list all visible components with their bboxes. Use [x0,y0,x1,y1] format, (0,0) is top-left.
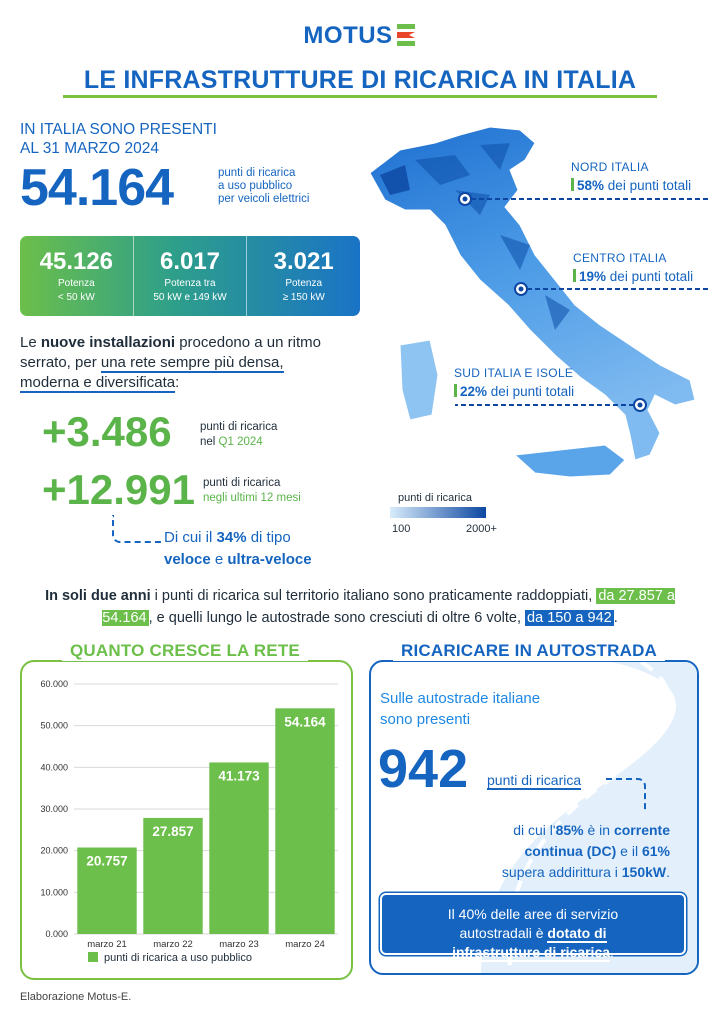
box-end: . [610,944,614,960]
sicily [515,445,625,477]
autostrada-value: 942 [378,739,469,799]
y-tick-label: 10.000 [40,887,68,898]
service-areas-box [380,893,686,960]
autostrada-intro-1: Sulle autostrade italiane [380,690,541,707]
power-stat-range: < 50 kW [57,292,95,303]
total-desc-3: per veicoli elettrici [218,193,310,205]
power-stat-value: 45.126 [39,248,114,275]
region-share [454,384,574,399]
box-line-2: autostradali è [459,925,548,941]
region-share-text: dei punti totali [609,269,694,284]
region-name: CENTRO ITALIA [573,251,667,265]
total-desc-1: punti di ricarica [218,167,296,179]
summary-sentence [20,585,700,629]
ad-pct-dc: 85% [555,822,584,838]
bar-value-label: 20.757 [86,853,128,869]
box-line-1: Il 40% delle aree di servizio [447,906,619,922]
fast-c: di tipo [246,529,291,546]
y-tick-label: 20.000 [40,845,68,856]
growth-year-period: negli ultimi 12 mesi [203,492,301,504]
growth-bar-chart [28,672,346,950]
power-stat-value: 6.017 [159,248,221,275]
intro-line-2: AL 31 MARZO 2024 [20,140,159,157]
ad-9: 150kW [621,864,667,880]
power-stat-low [20,236,134,316]
region-pct: 19% [579,269,607,284]
growth-q1-desc-2 [200,435,277,450]
para-part: Le [20,334,41,351]
map-legend-title: punti di ricarica [398,492,472,504]
autostrada-intro [380,688,540,730]
fast-veloce: veloce [164,551,211,568]
installations-paragraph [20,333,330,393]
fast-ultra: ultra-veloce [227,551,312,568]
para-bold: nuove installazioni [40,334,176,351]
fast-e: e [210,551,228,568]
total-points-value: 54.164 [20,159,174,217]
x-tick-label: marzo 23 [219,939,259,950]
bar [209,762,268,934]
growth-q1-value: +3.486 [42,408,172,455]
growth-year-desc-1: punti di ricarica [203,477,281,489]
fast-pct: 34% [216,529,247,546]
fast-share-text [164,527,312,571]
intro-text [20,120,217,158]
power-stat-label: Potenza tra [164,278,216,289]
x-tick-label: marzo 21 [87,939,127,950]
para-underlined: una rete sempre più densa, moderna e diversificata [20,354,284,391]
power-stat-mid [134,236,248,316]
region-pct: 22% [460,384,488,399]
region-name: NORD ITALIA [571,160,649,174]
region-south [454,366,574,399]
autostrada-connector [606,778,646,812]
power-stat-high [247,236,360,316]
growth-q1-desc [200,420,277,450]
region-share-text: dei punti totali [490,384,575,399]
fast-a: Di cui il [164,529,217,546]
page-title: LE INFRASTRUTTURE DI RICARICA IN ITALIA [83,66,637,94]
growth-year-desc [203,476,301,506]
legend-swatch [88,952,98,962]
power-stat-value: 3.021 [273,248,334,275]
title-underline [63,95,657,98]
power-stat-range: ≥ 150 kW [282,292,325,303]
chart-title: QUANTO CRESCE LA RETE [62,641,308,661]
bar-value-label: 41.173 [218,768,260,784]
intro-line-1: IN ITALIA SONO PRESENTI [20,121,217,138]
region-name: SUD ITALIA E ISOLE [454,366,574,380]
chart-legend-label: punti di ricarica a uso pubblico [104,952,252,964]
ad-pct-150: 61% [641,843,670,859]
ad-4: corrente [613,822,670,838]
ad-6: e il [616,843,642,859]
region-pct: 58% [577,178,605,193]
y-tick-label: 40.000 [40,762,68,773]
sardinia [400,340,438,420]
brand-name: MOTUS [303,22,393,49]
footer-source: Elaborazione Motus-E. [20,991,132,1003]
growth-q1-period: Q1 2024 [218,436,263,448]
box-underlined-1: dotato di [547,925,607,941]
autostrada-intro-2: sono presenti [380,711,471,728]
y-tick-label: 0.000 [45,929,68,939]
map-legend-max: 2000+ [466,523,497,535]
autostrada-desc [470,820,670,883]
region-north [571,160,691,193]
autostrada-title: RICARICARE IN AUTOSTRADA [393,641,665,661]
bar [275,708,334,934]
region-share-text: dei punti totali [607,178,692,193]
x-tick-label: marzo 22 [153,939,193,950]
growth-q1-desc-2a: nel [200,436,219,448]
map-legend-min: 100 [392,523,411,535]
sentence-part: i punti di ricarica sul territorio italiano sono praticamente raddoppiati, [150,588,597,604]
region-share [573,269,693,284]
growth-year-value: +12.991 [42,466,195,513]
total-desc-2: a uso pubblico [218,180,293,192]
brand-logo [0,22,720,50]
bar-value-label: 27.857 [152,823,194,839]
region-share [571,178,691,193]
sentence-part: . [613,610,618,626]
sentence-bold: In soli due anni [45,588,151,604]
autostrada-unit: punti di ricarica [487,772,582,788]
region-center [573,251,693,284]
ad-1: di cui l' [513,822,556,838]
total-points-desc [218,167,309,206]
power-stat-label: Potenza [57,278,95,289]
ad-8: supera addirittura i [501,864,622,880]
box-underlined-2: infrastrutture di ricarica [452,944,611,960]
y-tick-label: 50.000 [40,720,68,731]
y-tick-label: 60.000 [40,679,68,689]
para-part: procedono a un ritmo serrato, per [20,334,321,371]
power-stat-range: 50 kW e 149 kW [153,292,227,303]
para-part: : [175,374,180,391]
ad-5: continua (DC) [524,843,617,859]
power-stats-box [20,236,360,316]
dashed-connector [112,515,164,543]
bar-value-label: 54.164 [284,714,326,730]
growth-q1-desc-1: punti di ricarica [200,421,278,433]
y-tick-label: 30.000 [40,804,68,814]
chart-legend [88,952,252,964]
power-stat-label: Potenza [285,278,323,289]
sentence-highlight-green: da 27.857 a 54.164 [102,588,675,626]
logo-e-icon [395,23,417,47]
sentence-part: , e quelli lungo le autostrade sono cresciuti di oltre 6 volte, [148,610,526,626]
ad-3: è in [583,822,614,838]
ad-10: . [666,864,670,880]
sentence-highlight-blue: da 150 a 942 [527,610,612,626]
x-tick-label: marzo 24 [285,939,325,950]
map-legend-gradient [390,507,486,518]
